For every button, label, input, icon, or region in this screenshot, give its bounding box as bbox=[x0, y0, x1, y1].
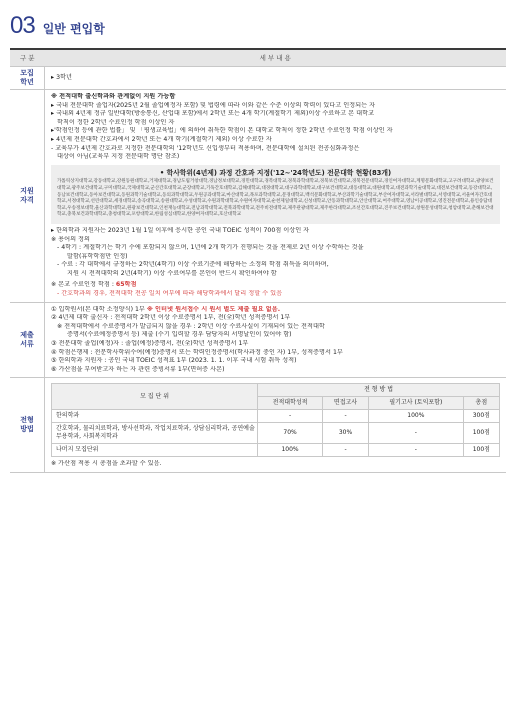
row-label-grade bbox=[10, 67, 45, 90]
cell-interview: 30% bbox=[323, 423, 369, 444]
credit-note-value: 65학점 bbox=[115, 281, 137, 289]
row-qualification bbox=[10, 90, 506, 303]
doc-line: ③ 전문대학 졸업(예정)자 : 졸업(예정)증명서, 전(全)학년 성적증명서 1부 bbox=[51, 340, 249, 348]
credit-note-label: ※ 본교 수료인정 학점 : bbox=[51, 281, 116, 289]
cell-total: 300점 bbox=[463, 410, 499, 423]
label-line: 지원 bbox=[20, 186, 34, 195]
label-line: 모집 bbox=[20, 69, 34, 77]
sub-col-unit: 모 집 단 위 bbox=[52, 384, 258, 410]
label-line: 제출 bbox=[20, 331, 34, 340]
sub-col-written: 필기고사 (토익포함) bbox=[369, 397, 464, 410]
qual-line: - 교육부가 4년제 간호과로 지정한 전문대학의 '12학년도 신입생부터 적용하며, 전문대학에 설치된 전공심화과정은 bbox=[51, 144, 360, 152]
doc-line: ④ 학점은행제 : 전문학사학위수여(예정)증명서 또는 학력인정증명서(학사과정 중인 자) 1부, 성적증명서 1부 bbox=[51, 348, 343, 356]
label-line: 자격 bbox=[20, 195, 34, 204]
qual-line: 말함(휴학학점만 인정) bbox=[67, 252, 128, 260]
qualification-content bbox=[45, 90, 507, 303]
doc-line bbox=[51, 306, 500, 315]
grade-value: ▸ 3학년 bbox=[45, 67, 507, 90]
col-category: 구 분 bbox=[10, 49, 45, 67]
table-row bbox=[52, 423, 500, 444]
credit-note bbox=[51, 281, 500, 290]
method-content bbox=[45, 378, 507, 473]
label-line: 학년 bbox=[20, 78, 34, 86]
selection-method-table bbox=[51, 383, 500, 457]
qual-line: ▸ 4년제 전문대학 간호과에서 2학년 또는 4개 학기(계절학기 제외) 이상 수료한 자 bbox=[51, 135, 272, 143]
cell-written: - bbox=[369, 444, 464, 457]
cell-written: - bbox=[369, 423, 464, 444]
sub-col-total: 총점 bbox=[463, 397, 499, 410]
row-documents bbox=[10, 302, 506, 378]
row-label-qualification bbox=[10, 90, 45, 303]
qual-line: - 수료 : 각 대학에서 규정하는 2학년(4학기) 이상 수료기준에 해당하는 소정의 학점 취득을 의미하며, bbox=[57, 261, 329, 269]
doc-line: ※ 전적대학에서 수료증명서가 발급되지 않을 경우 : 2학년 이상 수료사실이 기재되어 있는 전적대학 bbox=[57, 322, 325, 330]
row-label-method bbox=[10, 378, 45, 473]
section-header bbox=[10, 8, 105, 38]
cell-transcript: - bbox=[258, 410, 323, 423]
documents-content bbox=[45, 302, 507, 378]
table-row bbox=[52, 410, 500, 423]
admission-table bbox=[10, 48, 506, 473]
sub-col-interview: 면접고사 bbox=[323, 397, 369, 410]
sub-col-transcript: 전적대학성적 bbox=[258, 397, 323, 410]
row-label-documents bbox=[10, 302, 45, 378]
sub-col-group: 전 형 방 법 bbox=[258, 384, 500, 397]
qual-line: 지원 시 전적대학의 2년(4학기) 이상 수료여부를 본인이 반드시 확인하여야 함 bbox=[67, 269, 277, 277]
bonus-note: ※ 가산점 적용 시 총점을 초과할 수 있음. bbox=[51, 460, 162, 468]
cell-total: 100점 bbox=[463, 444, 499, 457]
cell-transcript: 100% bbox=[258, 444, 323, 457]
doc-line: ⑥ 가산점을 부여받고자 하는 자 관련 증빙서류 1부(면허증 사본) bbox=[51, 365, 225, 373]
col-details: 세 부 내 용 bbox=[45, 49, 507, 67]
qual-line: ▸'학점인정 등에 관한 법률」 및 「평생교육법」에 의하여 취득한 학점이 본 대학교 학칙이 정한 2학년 수료인정 학점 이상인 자 bbox=[51, 127, 393, 135]
cell-unit: 간호학과, 물리치료학과, 방사선학과, 작업치료학과, 상담심리학과, 공연예술무용학과, 사회복지학과 bbox=[52, 423, 258, 444]
doc-line: 증명서(수료예정증명서 등) 제출 (수기 입력할 경우 담당자의 서명날인이 있어야 함) bbox=[67, 331, 292, 339]
label-line: 전형 bbox=[20, 416, 34, 425]
qual-line: ※ 전적대학 출신학과와 관계없이 지원 가능함 bbox=[51, 93, 176, 100]
cell-total: 100점 bbox=[463, 423, 499, 444]
cell-transcript: 70% bbox=[258, 423, 323, 444]
qual-line: 학칙이 정한 2학년 수료인정 학점 이상인 자 bbox=[57, 118, 175, 126]
label-line: 방법 bbox=[20, 425, 34, 434]
cell-interview: - bbox=[323, 410, 369, 423]
qual-line: ▸ 한의학과 지원자는 2023년 1월 1일 이후에 응시한 공인 국내 TOEIC 성적이 700점 이상인 자 bbox=[51, 226, 310, 234]
doc-line: ⑤ 한의학과 지원자 : 공인 국내 TOEIC 성적표 1부 (2023. 1. 1. 이후 국내 시험 취득 성적) bbox=[51, 357, 297, 365]
cell-interview: - bbox=[323, 444, 369, 457]
college-list-box bbox=[51, 165, 500, 224]
qual-line: ▸ 국내 전문대학 졸업자(2025년 2월 졸업예정자 포함) 및 법령에 따라 이와 같은 수준 이상의 학력이 있다고 인정되는 자 bbox=[51, 101, 376, 109]
doc-line-note: ※ 인터넷 원서접수 시 원서 별도 제출 필요 없음. bbox=[146, 305, 281, 313]
label-line: 서류 bbox=[20, 340, 34, 349]
cell-unit: 한의학과 bbox=[52, 410, 258, 423]
section-title: 일반 편입학 bbox=[42, 22, 105, 36]
qual-line: - 4학기 : 계절학기는 학기 수에 포함되지 않으며, 1년에 2개 학기가 진행되는 것을 전제로 2년 이상 수학하는 것을 bbox=[57, 244, 364, 252]
row-grade bbox=[10, 67, 506, 90]
cell-unit: 나머지 모집단위 bbox=[52, 444, 258, 457]
row-method bbox=[10, 378, 506, 473]
qual-line: ※ 용어의 정의 bbox=[51, 235, 91, 243]
table-row bbox=[52, 444, 500, 457]
cell-written: 100% bbox=[369, 410, 464, 423]
qual-line: ▸ 국내외 4년제 정규 일반대학(방송통신, 산업대 포함)에서 2학년 또는 4개 학기(계절학기 제외)이상 수료하고 본 대학교 bbox=[51, 110, 375, 118]
doc-line: ② 4년제 대학 출신자 : 전적대학 2학년 이상 수료증명서 1부, 전(全)학년 성적증명서 1부 bbox=[51, 314, 291, 322]
qual-line: 대상이 아님(교육부 지정 전문대학 명단 참조) bbox=[57, 153, 180, 161]
section-number: 03 bbox=[10, 12, 35, 39]
college-list-text: 가톨릭상지대학교,강동대학교,강원동원대학교,거제대학교,경남도립거창대학,경남정보대학교,경민대학교,경복대학교,경북과학대학교,경북보건대학교,경북전문대학교,경인여자대학교,계명문화대학교,고구려대학교,광양보건대학교,광주보건대학교,구미대학교,국제대학교,군산간호대학교,군장대학교,기독간호대학교,김해대학교,대경대학교,대구과학대학교,대구보건대학교,대동대학교,대원대학교,대전과학기술대학교,대전보건대학교,동강대학교,동남보건대학교,동아보건대학교,동원과학기술대학교,동의과학대학교,두원공과대학교,마산대학교,목포과학대학교,문경대학교,백석문화대학교,부산과학기술대학교,부산여자대학교,서라벌대학교,서영대학교,서울여자간호대학교,서정대학교,선린대학교,세경대학교,송곡대학교,송원대학교,수성대학교,수원과학대학교,수원여자대학교,순천제일대학교,신성대학교,안동과학대학교,안산대학교,여주대학교,영남이공대학교,영진전문대학교,용인송담대학교,우송정보대학,울산과학대학교,원광보건대학교,인천재능대학교,전남과학대학교,전북과학대학교,전주비전대학교,제주관광대학교,제주한라대학교,조선간호대학교,진주보건대학교,창원문성대학교,청암대학교,춘해보건대학교,충북보건과학대학교,충청대학교,포항대학교,한림성심대학교,한양여자대학교,호산대학교 bbox=[57, 179, 494, 218]
doc-line-text: ① 입학원서(본 대학 소정양식) 1부 bbox=[51, 305, 147, 313]
nursing-note: - 간호학과의 경우, 전적대학 전공 일치 여부에 따라 해당학과에서 달리 정할 수 있음 bbox=[57, 290, 283, 298]
college-list-title: • 학사학위(4년제) 과정 간호과 지정('12~'24학년도) 전문대학 현황(83개) bbox=[159, 168, 392, 177]
table-header-row bbox=[10, 49, 506, 67]
